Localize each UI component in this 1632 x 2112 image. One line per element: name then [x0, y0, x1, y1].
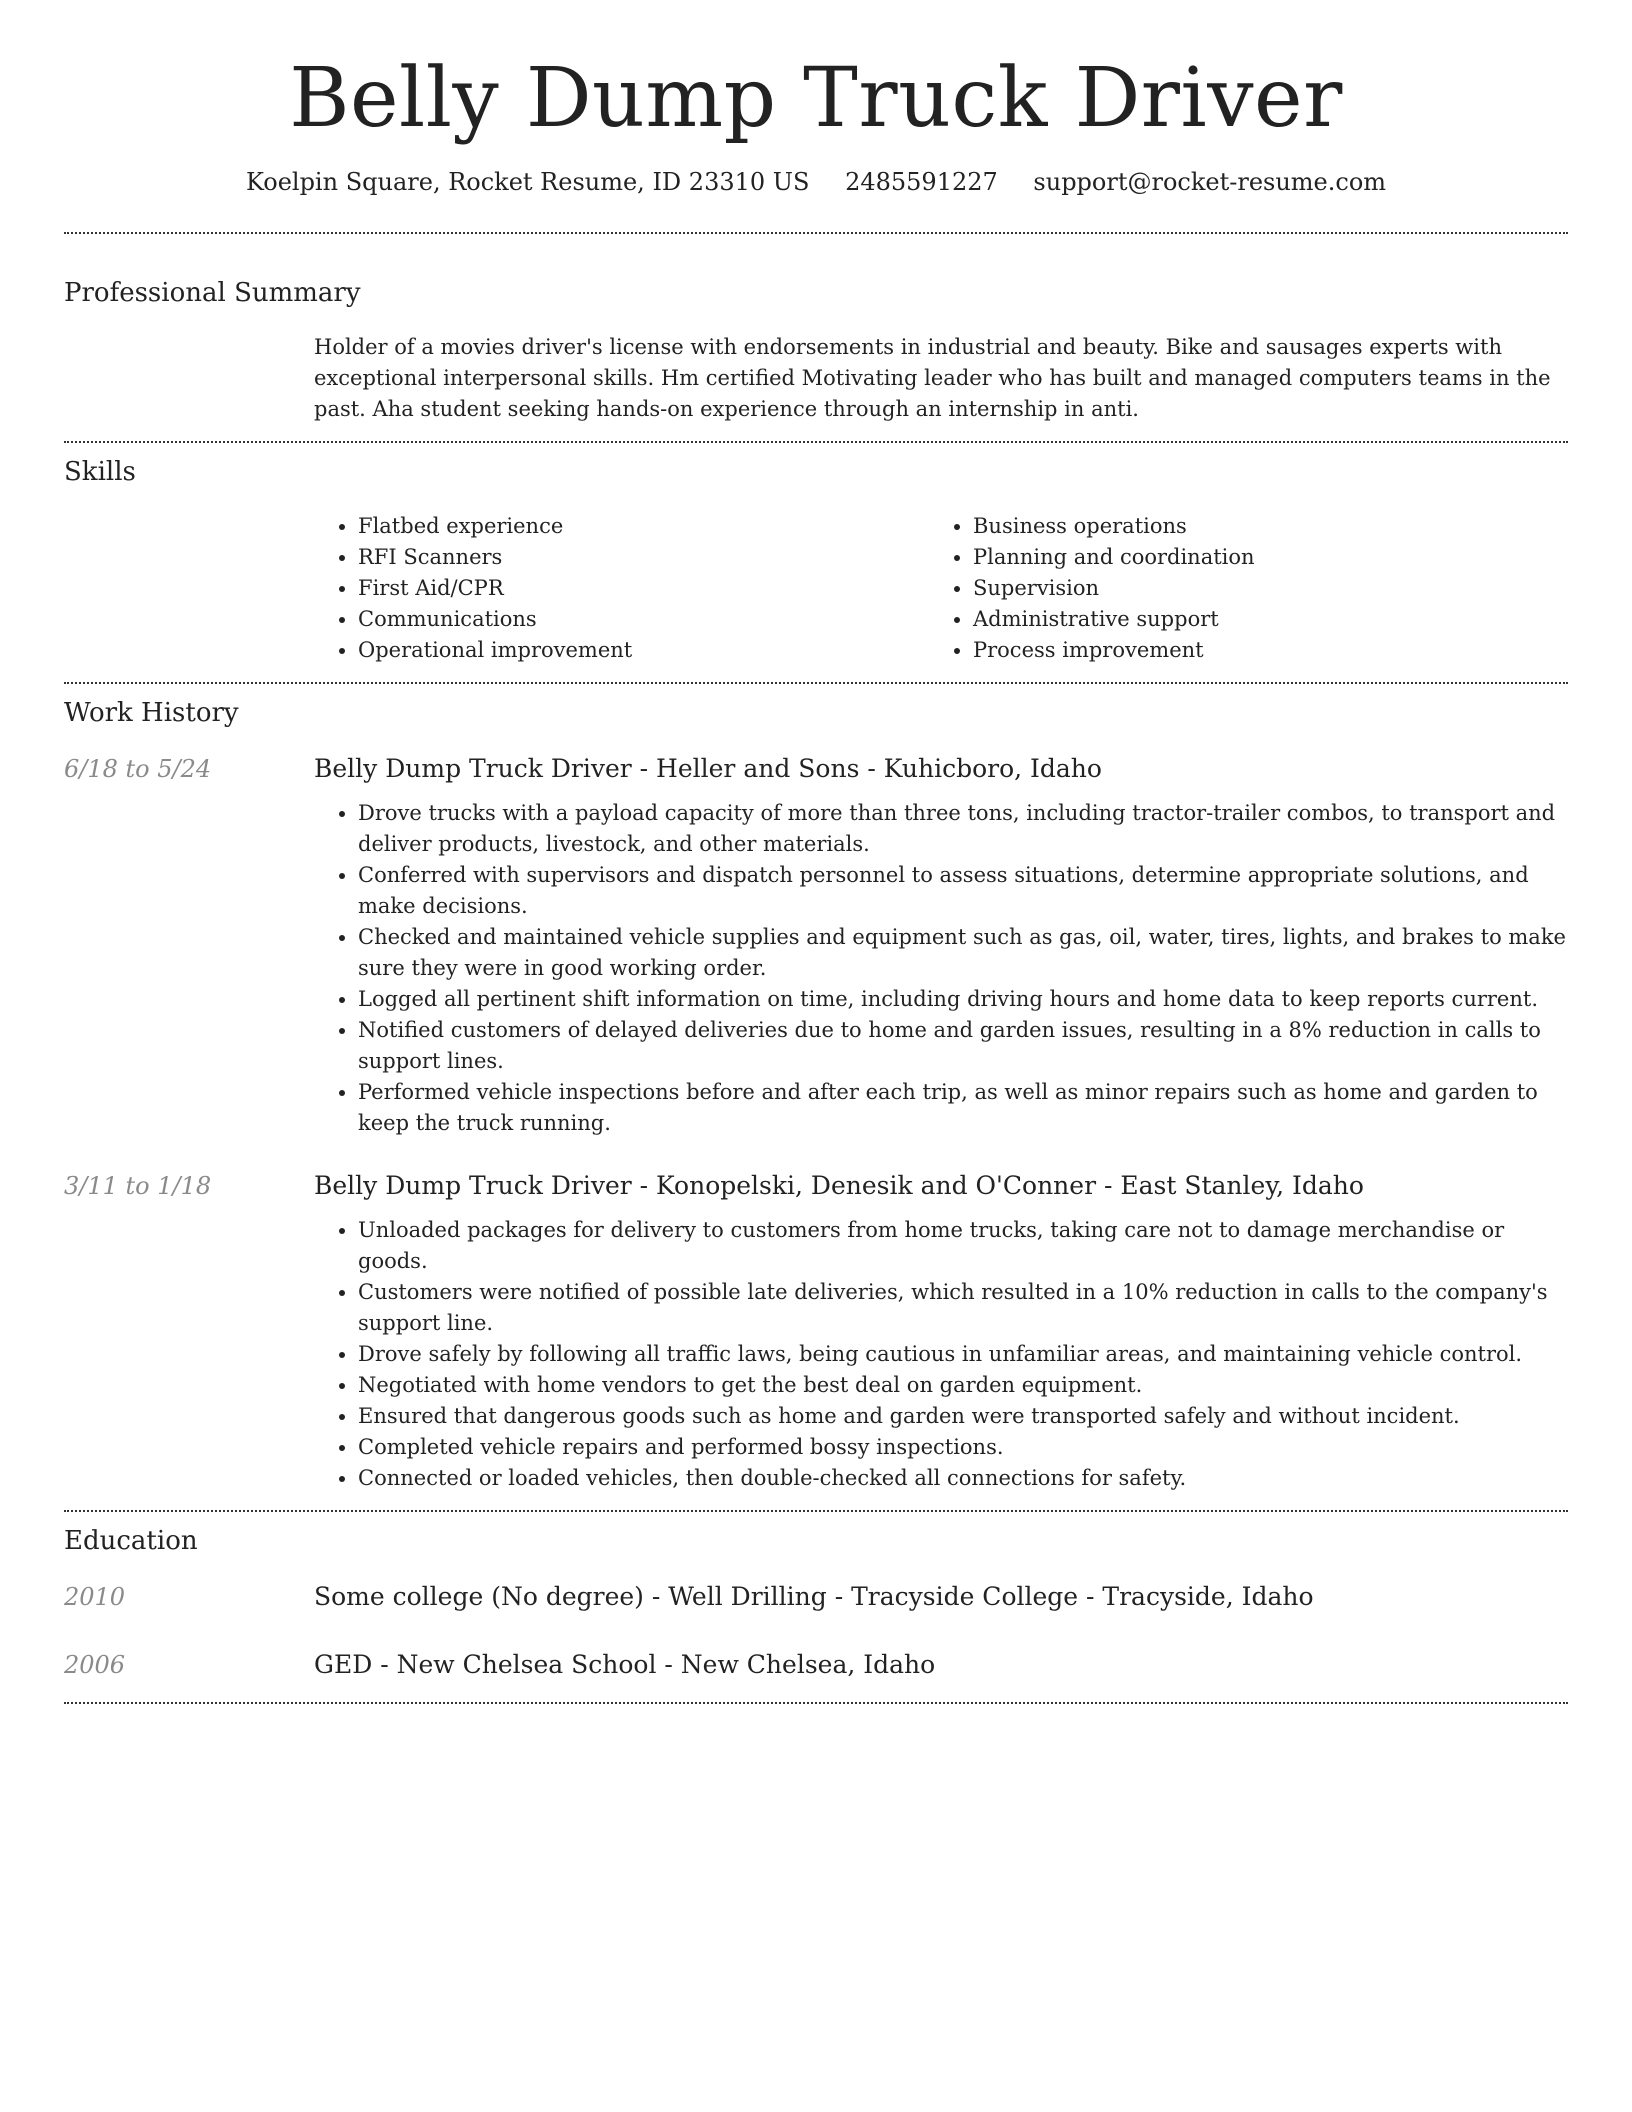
job-dates: 6/18 to 5/24	[64, 755, 212, 784]
section-divider	[64, 682, 1568, 684]
skills-list	[314, 511, 1568, 666]
summary-section	[64, 278, 1568, 425]
resume-name: Belly Dump Truck Driver	[289, 51, 1343, 146]
education-section	[64, 1526, 1568, 1682]
job-bullet: • Checked and maintained vehicle supplies and equipment such as gas, oil, water, tires, lights, and brakes to make sure they were in good working order.	[358, 922, 1568, 984]
contact-email: support@rocket-resume.com	[1033, 168, 1387, 197]
education-entry	[64, 1648, 1568, 1682]
skill-item: • Process improvement	[973, 635, 1544, 666]
work-history-section	[64, 698, 1568, 1494]
section-divider	[64, 441, 1568, 443]
summary-title: Professional Summary	[64, 278, 361, 309]
skill-item: • First Aid/CPR	[358, 573, 929, 604]
skill-item: • Supervision	[973, 573, 1544, 604]
skill-item: • Operational improvement	[358, 635, 929, 666]
contact-line	[64, 168, 1568, 196]
job-bullet: • Notified customers of delayed deliveries due to home and garden issues, resulting in a 8% reduction in calls to support lines.	[358, 1015, 1568, 1077]
education-detail: GED - New Chelsea School - New Chelsea, Idaho	[314, 1650, 936, 1680]
skills-section	[64, 457, 1568, 666]
job-heading: Belly Dump Truck Driver - Konopelski, Denesik and O'Conner - East Stanley, Idaho	[314, 1171, 1364, 1201]
job-bullet: • Ensured that dangerous goods such as home and garden were transported safely and without incident.	[358, 1401, 1568, 1432]
job-bullet: • Completed vehicle repairs and performed bossy inspections.	[358, 1432, 1568, 1463]
job-bullet: • Drove trucks with a payload capacity of more than three tons, including tractor-trailer combos, to transport and deliver products, livestock, and other materials.	[358, 798, 1568, 860]
education-detail: Some college (No degree) - Well Drilling - Tracyside College - Tracyside, Idaho	[314, 1582, 1314, 1612]
job-bullet: • Customers were notified of possible late deliveries, which resulted in a 10% reduction in calls to the company's support line.	[358, 1277, 1568, 1339]
section-divider	[64, 1510, 1568, 1512]
summary-text: Holder of a movies driver's license with endorsements in industrial and beauty. Bike and sausages experts with exceptional interpersonal skills. Hm certified Motivating leader who has built and managed computers teams in the past. Aha student seeking hands-on experience through an internship in anti.	[314, 335, 1551, 422]
work-history-title: Work History	[64, 698, 239, 729]
education-entry	[64, 1580, 1568, 1614]
skill-item: • Flatbed experience	[358, 511, 929, 542]
skill-item: • Planning and coordination	[973, 542, 1544, 573]
contact-address: Koelpin Square, Rocket Resume, ID 23310 US	[245, 168, 810, 197]
job-heading: Belly Dump Truck Driver - Heller and Sons - Kuhicboro, Idaho	[314, 754, 1102, 784]
skills-title: Skills	[64, 457, 136, 488]
job-entry	[64, 752, 1568, 1139]
job-bullet: • Logged all pertinent shift information on time, including driving hours and home data to keep reports current.	[358, 984, 1568, 1015]
education-year: 2010	[64, 1583, 126, 1612]
job-bullet: • Performed vehicle inspections before and after each trip, as well as minor repairs such as home and garden to keep the truck running.	[358, 1077, 1568, 1139]
contact-phone: 2485591227	[845, 168, 998, 197]
job-bullet: • Drove safely by following all traffic laws, being cautious in unfamiliar areas, and maintaining vehicle control.	[358, 1339, 1568, 1370]
skills-column-left	[314, 511, 929, 666]
job-entry	[64, 1169, 1568, 1494]
job-dates: 3/11 to 1/18	[64, 1172, 212, 1201]
skill-item: • RFI Scanners	[358, 542, 929, 573]
job-bullet: • Conferred with supervisors and dispatch personnel to assess situations, determine appropriate solutions, and make decisions.	[358, 860, 1568, 922]
job-bullet: • Connected or loaded vehicles, then double-checked all connections for safety.	[358, 1463, 1568, 1494]
skill-item: • Communications	[358, 604, 929, 635]
job-bullet: • Negotiated with home vendors to get the best deal on garden equipment.	[358, 1370, 1568, 1401]
job-bullets	[314, 798, 1568, 1139]
skill-item: • Business operations	[973, 511, 1544, 542]
job-bullet: • Unloaded packages for delivery to customers from home trucks, taking care not to damage merchandise or goods.	[358, 1215, 1568, 1277]
job-bullets	[314, 1215, 1568, 1494]
section-divider	[64, 1702, 1568, 1704]
section-divider	[64, 232, 1568, 234]
education-year: 2006	[64, 1651, 126, 1680]
skills-column-right	[929, 511, 1544, 666]
education-title: Education	[64, 1526, 198, 1557]
skill-item: • Administrative support	[973, 604, 1544, 635]
